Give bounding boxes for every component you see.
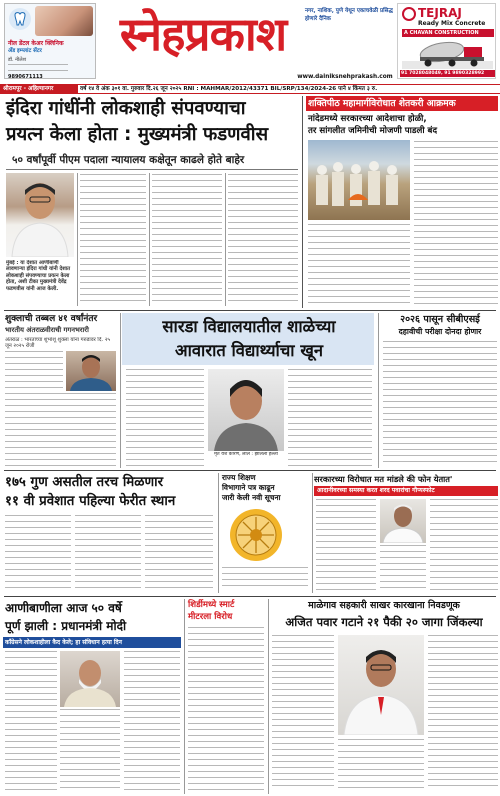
issue-details: वर्ष १४ वे अंक ३०१ वा. गुरुवार दि.२६ जून २०२५ RNI : MAHMAR/2012/43371 BIL/SRP/134/2024-26 पाने ४ किंमत ३ रु. [80, 86, 378, 92]
malegaon-headline-line2: अजित पवार गटाने २१ पैकी २० जागा जिंकल्या [285, 615, 483, 629]
lead-body-col1: मुंबई : या देशात आणीबाणी लावणाऱ्या इंदिरा गांधी यांनी देशात लोकशाही संपवण्याचा प्रयत्न केला होता, अशी टीका मुख्यमंत्री देवेंद्र फडणवीस यांनी आज केली. [6, 260, 71, 292]
right-lead-body-b [308, 224, 410, 304]
ad-phone: 9890671113 [8, 74, 43, 80]
ad-brand: TEJRAJ [418, 6, 462, 20]
sarda-headline-line2: आवारात विद्यार्थ्याचा खून [175, 341, 323, 360]
fadnavis-photo [6, 173, 74, 257]
emergency-headline-line2: पूर्ण झाली : प्रधानमंत्री मोदी [5, 619, 127, 633]
farmers-protest-photo [308, 140, 410, 220]
sarda-headline-line1: सारडा विद्यालयातील शाळेच्या [162, 317, 336, 336]
lead-subhead: ५० वर्षांपूर्वी पीएम पदाला न्यायालय कक्षेतून काढले होते बाहेर [12, 154, 245, 166]
ad-line1: Ready Mix Concrete [418, 20, 486, 27]
shukla-photo [66, 351, 116, 391]
education-seal-icon [228, 507, 284, 563]
pawar-phone-headline: सरकारच्या विरोधात मत मांडले की फोन येतात' [314, 474, 453, 484]
masthead [0, 0, 500, 84]
tejraj-logo-icon [402, 7, 416, 21]
shukla-byline: अंतराळ : भारताच्या शुभांशू शुक्ला यांना गरुडावर दि. २५ जून २०२५ रोजी [5, 337, 111, 350]
right-lead-subhead-line1: नांदेडमध्ये सरकारच्या आदेशाचा होळी, [308, 114, 427, 124]
right-lead-headline: शक्तिपीठ महामार्गविरोधात शेतकरी आक्रमक [306, 96, 498, 111]
smart-meter-headline-line2: मीटरला विरोध [188, 612, 233, 622]
right-lead-story[interactable] [304, 96, 500, 308]
edition-badge: श्रीरामपूर - अहिल्यानगर [0, 85, 78, 94]
lead-headline-line2: प्रयत्न केला होता : मुख्यमंत्री फडणवीस [6, 124, 269, 145]
pawar-phone-story[interactable] [314, 473, 500, 593]
ad-line2: A CHAVAN CONSTRUCTION [402, 29, 494, 37]
victim-photo [208, 369, 284, 451]
emergency-subhead: काँग्रेसने लोकशाहीला कैद केले; हा संविधान हत्या दिन [3, 637, 181, 648]
lead-story[interactable] [0, 96, 300, 308]
ad-heading: नील डेंटल केअर क्लिनिक [8, 40, 64, 47]
shukla-story[interactable] [0, 313, 118, 468]
pawar-phone-subhead: आदानीवरच्या समस्या करत शरद पवारांचा गौप्यस्फोट [314, 486, 498, 496]
ajit-pawar-photo [338, 635, 424, 735]
cbse-headline-line2: दहावीची परीक्षा दोनदा होणार [398, 327, 482, 336]
malegaon-story[interactable] [270, 599, 500, 796]
ad-model-photo [35, 6, 93, 36]
smart-meter-story[interactable] [186, 599, 266, 796]
modi-photo [60, 651, 120, 707]
ad-phone-right: 91 7028048049, 91 9890328992 [400, 70, 495, 77]
education-notice-story[interactable] [220, 473, 310, 593]
marks-story[interactable] [0, 473, 216, 593]
mixer-truck-image [402, 39, 493, 69]
right-lead-subhead-line2: तर सांगलीत जमिनीची मोजणी पाडली बंद [308, 126, 438, 136]
lead-headline-line1: इंदिरा गांधींनी लोकशाही संपवण्याचा [6, 98, 246, 119]
marks-headline-line1: १७५ गुण असतील तरच मिळणार [5, 475, 164, 490]
education-headline-line3: जारी केली नवी सूचना [222, 493, 281, 502]
ad-doctor: डॉ. नीलेश [8, 57, 27, 63]
education-headline-line2: विभागाने पत्र काढून [222, 483, 275, 492]
left-ad[interactable] [4, 3, 96, 79]
info-bar [0, 84, 500, 94]
sharad-pawar-photo [380, 499, 426, 543]
shukla-headline-line2: भारतीय अंतराळवीराची गगनभरारी [5, 326, 89, 334]
emergency-headline-line1: आणीबाणीला आज ५० वर्षे [5, 601, 122, 615]
smart-meter-headline-line1: शिर्डीमध्ये स्मार्ट [188, 600, 235, 610]
cbse-headline-line1: २०२६ पासून सीबीएसई [400, 314, 480, 325]
emergency-story[interactable] [0, 599, 182, 796]
cbse-story[interactable] [380, 313, 500, 468]
malegaon-headline-line1: माळेगाव सहकारी साखर कारखाना निवडणूक [308, 600, 460, 611]
victim-photo-caption: मृत यश कारण, लाल : झालेला हल्ला [214, 452, 278, 457]
sarda-story[interactable] [122, 313, 376, 468]
lead-body-col2 [80, 174, 146, 304]
education-headline-line1: राज्य शिक्षण [222, 473, 256, 482]
paper-title: स्नेहप्रकाश [119, 7, 287, 61]
website[interactable]: www.dainiksnehprakash.com [297, 74, 393, 80]
lead-body-col3 [152, 174, 222, 304]
marks-headline-line2: ११ वी प्रवेशात पहिल्या फेरीत स्थान [5, 494, 176, 509]
ad-subheading: ॲंड इम्प्लांट सेंटर [8, 48, 42, 54]
tagline: नगर, नाशिक, पुणे येथून एकाचवेळी प्रसिद्ध होणारे दैनिक [305, 8, 393, 22]
right-ad[interactable] [397, 3, 496, 79]
right-lead-body-a [414, 141, 498, 304]
lead-body-col4 [228, 174, 298, 304]
shukla-headline-line1: शुक्लाची तब्बल ४१ वर्षांनंतर [5, 314, 98, 324]
tooth-icon [9, 8, 31, 30]
